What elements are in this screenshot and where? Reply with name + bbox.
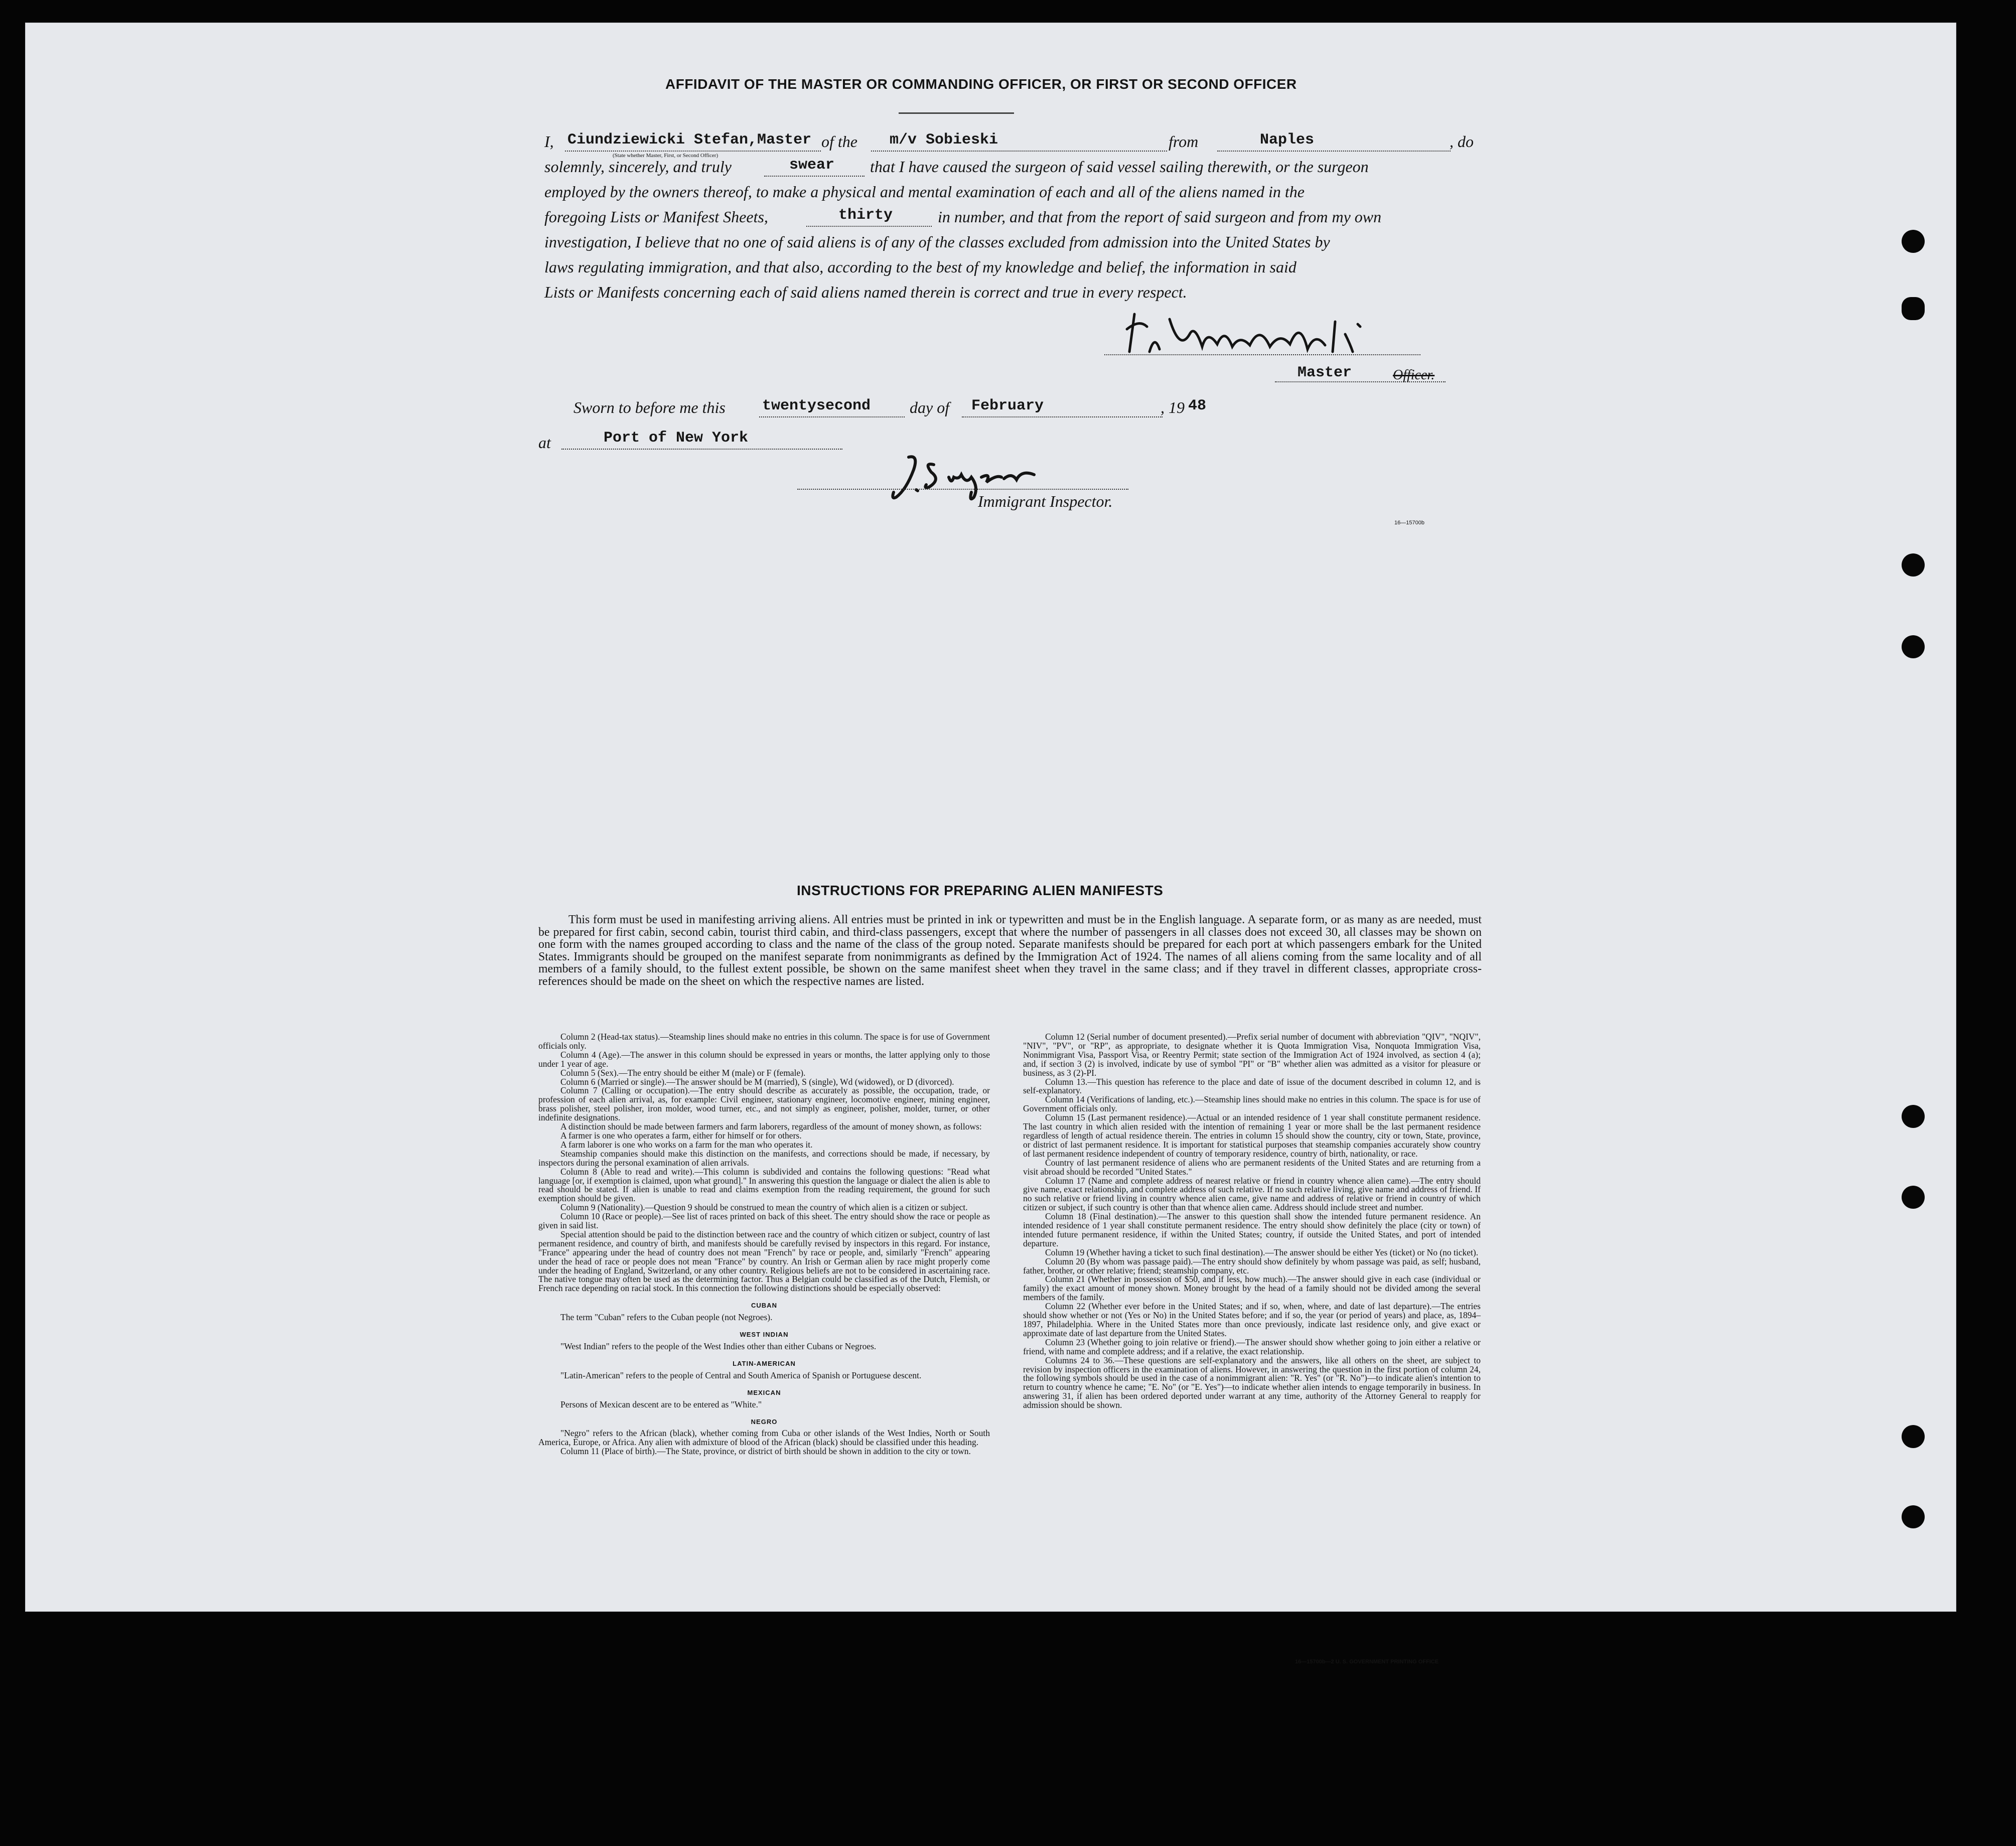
- sworn-day-value: twentysecond: [762, 397, 871, 414]
- vessel-line: [871, 151, 1167, 152]
- cuban-text: The term "Cuban" refers to the Cuban people (not Negroes).: [560, 1312, 773, 1323]
- left-para-4: Column 6 (Married or single).—The answer should be M (married), S (single), Wd (widowed), or D (divorced).: [560, 1076, 954, 1087]
- port-from-line: [1217, 151, 1451, 152]
- latin-text: "Latin-American" refers to the people of Central and South America of Spanish or Portuguese descent.: [560, 1370, 922, 1380]
- master-signature-line: [1104, 354, 1420, 355]
- sworn-c: , 19: [1161, 398, 1185, 416]
- cuban-heading: CUBAN: [751, 1302, 777, 1310]
- sheets-value: thirty: [838, 207, 893, 224]
- affidavit-i: I,: [544, 132, 554, 151]
- inspector-title: Immigrant Inspector.: [978, 492, 1113, 510]
- sworn-b: day of: [910, 398, 950, 416]
- left-para-12: Column 10 (Race or people).—See list of races printed on back of this sheet. The entry should show the race or people as given in said list.: [538, 1211, 990, 1231]
- affidavit-line4a: foregoing Lists or Manifest Sheets,: [544, 208, 768, 226]
- left-para-3: Column 5 (Sex).—The entry should be either M (male) or F (female).: [560, 1067, 806, 1078]
- mexican-heading: MEXICAN: [747, 1388, 781, 1396]
- sworn-day-line: [759, 416, 905, 417]
- right-para-7: Column 18 (Final destination).—The answer to this question shall show the intended future permanent residence. An intended residence of 1 year shall constitute permanent residence. The entry should show definitely the place (city or town) of intended future permanent residence, if within the United States; country, if outside the United States, and port of intended departure.: [1023, 1211, 1481, 1248]
- instructions-left-column: [538, 1033, 990, 1456]
- oath-value: swear: [789, 157, 835, 174]
- left-para-11: Column 9 (Nationality).—Question 9 should be construed to mean the country of which alien is a citizen or subject.: [560, 1202, 968, 1213]
- at-place-line: [561, 449, 842, 450]
- sig-title-struck: Officer.: [1393, 367, 1435, 383]
- sig-title-line: [1275, 381, 1446, 382]
- binder-hole: [1902, 297, 1925, 320]
- right-para-6: Column 17 (Name and complete address of nearest relative or friend in country whence alien came).—The entry should give name, exact relationship, and complete address of such relative. If no such relative living, give name and address of friend. If no such relative or friend living in country whence alien came, give name and address of relative or friend in country of which citizen or subject, if such country is other than that whence alien came. Address should include street and number.: [1023, 1175, 1481, 1213]
- negro-heading: NEGRO: [751, 1417, 778, 1426]
- binder-hole: [1902, 1505, 1925, 1528]
- left-para-2: Column 4 (Age).—The answer in this column should be expressed in years or months, the latter applying only to those under 1 year of age.: [538, 1049, 990, 1069]
- affidavit-do: , do: [1450, 132, 1474, 151]
- affidavit-line7: Lists or Manifests concerning each of said aliens named therein is correct and true in every respect.: [544, 283, 1187, 301]
- right-para-11: Column 22 (Whether ever before in the United States; and if so, when, where, and date of last departure).—The entries should show whether or not (Yes or No) in the United States before; and if so, the year (or period of years) and place, as, 1894–1897, Philadelphia. Where in the United States more than once previously, indicate last residence only, and give exact or approximate date of last departure from the United States.: [1023, 1301, 1481, 1338]
- left-para-10: Column 8 (Able to read and write).—This column is subdivided and contains the following questions: "Read what language [or, if exemption is claimed, upon what ground]." In answering this question the language or dialect the alien is able to read should be stated. If alien is unable to read and claims exemption from the reading requirement, the ground for such exemption should be given.: [538, 1166, 990, 1204]
- column11-text: Column 11 (Place of birth).—The State, province, or district of birth should be shown in addition to the city or town.: [560, 1446, 971, 1457]
- right-para-8: Column 19 (Whether having a ticket to such final destination).—The answer should be either Yes (ticket) or No (no ticket).: [1045, 1247, 1479, 1257]
- affidavit-line6: laws regulating immigration, and that also, according to the best of my knowledge and belief, the information in said: [544, 258, 1297, 276]
- westindian-text: "West Indian" refers to the people of the West Indies other than either Cubans or Negroes.: [560, 1341, 877, 1351]
- affidavit-line3: employed by the owners thereof, to make a physical and mental examination of each and all of the aliens named in the: [544, 183, 1305, 201]
- binder-hole: [1902, 1425, 1925, 1448]
- right-para-3: Column 14 (Verifications of landing, etc.).—Steamship lines should make no entries in this column. The space is for use of Government officials only.: [1023, 1094, 1481, 1114]
- right-para-5: Country of last permanent residence of aliens who are permanent residents of the United States and are returning from a visit abroad should be recorded "United States.": [1023, 1157, 1481, 1177]
- right-para-12: Column 23 (Whether going to join relative or friend).—The answer should show whether going to join either a relative or friend, with name and complete address; and if a relative, the exact relationship.: [1023, 1337, 1481, 1356]
- affidavit-title: AFFIDAVIT OF THE MASTER OR COMMANDING OFFICER, OR FIRST OR SECOND OFFICER: [665, 76, 1297, 92]
- latin-heading: LATIN-AMERICAN: [733, 1359, 796, 1367]
- right-para-1: Column 12 (Serial number of document presented).—Prefix serial number of document with abbreviation "QIV", "NQIV", "NIV", "PV", or "RP", as appropriate, to designate whether it is Quota Immigration Visa, Nonquota Immigration Visa, Nonimmigrant Visa, Passport Visa, or Reentry Permit; state section of the Immigration Act of 1924 involved, as section 4 (a); and, if section 3 (2) is involved, indicate by use of symbol "PI" or "B" whether alien was admitted as a visitor for pleasure or business, as 3 (2)-PI.: [1023, 1032, 1481, 1078]
- westindian-heading: WEST INDIAN: [740, 1331, 789, 1339]
- right-para-4: Column 15 (Last permanent residence).—Actual or an intended residence of 1 year shall constitute permanent residence. The last country in which alien resided with the intention of remaining 1 year or more shall be the last permanent residence regardless of length of actual residence therein. The entries in column 15 should show the country, city or town, State, province, or district of last permanent residence. It is important for statistical purposes that steamship companies accurately show country of last permanent residence independent of country of temporary residence, country of birth, nationality, or race.: [1023, 1112, 1481, 1159]
- right-para-13: Columns 24 to 36.—These questions are self-explanatory and the answers, like all others on the sheet, are subject to revision by inspection officers in the examination of aliens. However, in answering the question in the first portion of column 24, the following symbols should be used in the case of a nonimmigrant alien: "R. Yes" (or "R. No")—to indicate alien's intention to return to country whence he came; "E. No" (or "E. Yes")—to indicate whether alien intends to engage temporarily in business. In answering 31, if alien has been ordered deported under warrant at any time, authority of the Attorney General to reapply for admission should be shown.: [1023, 1355, 1481, 1410]
- left-para-5: Column 7 (Calling or occupation).—The entry should describe as accurately as possible, the occupation, trade, or profession of each alien arrival, as, for example: Civil engineer, stationary engineer, locomotive engineer, mining engineer, brass polisher, steel polisher, iron molder, wood turner, etc., and not simply as engineer, polisher, molder, turner, or other indefinite designations.: [538, 1085, 990, 1123]
- master-signature: [1099, 304, 1420, 359]
- left-para-1: Column 2 (Head-tax status).—Steamship lines should make no entries in this column. The space is for use of Government officials only.: [538, 1032, 990, 1051]
- binder-hole: [1902, 1105, 1925, 1128]
- vessel-value: m/v Sobieski: [890, 131, 998, 149]
- sworn-month-line: [962, 416, 1163, 417]
- sheets-line: [806, 226, 932, 227]
- binder-hole: [1902, 1186, 1925, 1209]
- oath-line: [764, 176, 865, 177]
- affidavit-line5: investigation, I believe that no one of said aliens is of any of the classes excluded from admission into the United States by: [544, 233, 1330, 251]
- instructions-intro: This form must be used in manifesting arriving aliens. All entries must be printed in ink or typewritten and must be in the English language. A separate form, or as many as are needed, must be prepared for first cabin, second cabin, tourist third cabin, and third-class passengers, except that where the number of passengers in all classes does not exceed 30, all classes may be shown on one form with the names grouped according to class and the name of the class of the group noted. Separate manifests should be prepared for each port at which passengers embark for the United States. Immigrants should be grouped on the manifest separate from nonimmigrants as defined by the Immigration Act of 1924. The names of all aliens coming from the same locality and of all members of a family should, to the fullest extent possible, be shown on the same manifest sheet when they travel in the same class; and if they travel in different classes, appropriate cross-references should be made on the sheet on which the respective names are listed.: [538, 913, 1482, 988]
- left-para-9: Steamship companies should make this distinction on the manifests, and corrections should be made, if necessary, by inspectors during the personal examination of alien arrivals.: [538, 1148, 990, 1168]
- binder-hole: [1902, 635, 1925, 658]
- left-para-8: A farm laborer is one who works on a farm for the man who operates it.: [560, 1139, 813, 1150]
- instructions-right-column: [1023, 1033, 1481, 1410]
- inspector-signature-line: [797, 489, 1128, 490]
- printing-office-footer: 16—15700b—2 U. S. GOVERNMENT PRINTING OFFICE: [1295, 1659, 1439, 1665]
- at-place-value: Port of New York: [604, 430, 749, 447]
- left-para-13: Special attention should be paid to the distinction between race and the country of which citizen or subject, country of last permanent residence, and country of birth, and manifests should be carefully revised by inspectors in this regard. For instance, "France" appearing under the head of country does not mean "French" by race or people, and, similarly "French" appearing under the head of race or people does not mean "France" by country. An Irish or German alien by race might properly come under the heading of England, Switzerland, or any other country. Religious beliefs are not to be considered in ascertaining race. The native tongue may often be used as the determining factor. Thus a Belgian could be classified as of the Dutch, Flemish, or French race depending on racial stock. In this connection the following distinctions should be especially observed:: [538, 1229, 990, 1294]
- sworn-a: Sworn to before me this: [573, 398, 726, 416]
- master-name-value: Ciundziewicki Stefan,Master: [567, 131, 812, 149]
- right-para-10: Column 21 (Whether in possession of $50, and if less, how much).—The answer should give in each case (individual or family) the exact amount of money shown. Money brought by the head of a family should not be divided among the several members of the family.: [1023, 1274, 1481, 1303]
- affidavit-from: from: [1169, 132, 1199, 151]
- master-name-line: [565, 151, 821, 152]
- instructions-title: INSTRUCTIONS FOR PREPARING ALIEN MANIFESTS: [797, 883, 1164, 898]
- left-para-7: A farmer is one who operates a farm, either for himself or for others.: [560, 1130, 802, 1141]
- port-from-value: Naples: [1260, 131, 1315, 149]
- affidavit-line4b: in number, and that from the report of said surgeon and from my own: [938, 208, 1382, 226]
- rank-note: (State whether Master, First, or Second Officer): [613, 153, 718, 159]
- binder-hole: [1902, 553, 1925, 577]
- sig-title-typed: Master: [1298, 364, 1352, 381]
- binder-hole: [1902, 230, 1925, 253]
- affidavit-line2b: that I have caused the surgeon of said vessel sailing therewith, or the surgeon: [870, 158, 1369, 176]
- title-rule: [899, 112, 1014, 114]
- right-para-9: Column 20 (By whom was passage paid).—The entry should show definitely by whom passage was paid, as self; husband, father, brother, or other relative; friend; steamship company, etc.: [1023, 1256, 1481, 1275]
- sworn-year-value: 48: [1188, 397, 1207, 414]
- left-para-6: A distinction should be made between farmers and farm laborers, regardless of the amount of money shown, as follows:: [560, 1121, 982, 1132]
- affidavit-of-the: of the: [821, 132, 857, 151]
- right-para-2: Column 13.—This question has reference to the place and date of issue of the document described in column 12, and is self-explanatory.: [1023, 1076, 1481, 1096]
- negro-text: "Negro" refers to the African (black), whether coming from Cuba or other islands of the West Indies, North or South America, Europe, or Africa. Any alien with admixture of blood of the African (black) should be classified under this heading.: [538, 1428, 990, 1448]
- mexican-text: Persons of Mexican descent are to be entered as "White.": [560, 1399, 762, 1409]
- form-number: 16—15700b: [1394, 520, 1424, 526]
- manifest-page: [25, 23, 1956, 1665]
- at-label: at: [538, 434, 551, 452]
- affidavit-line2a: solemnly, sincerely, and truly: [544, 158, 732, 176]
- sworn-month-value: February: [971, 397, 1044, 414]
